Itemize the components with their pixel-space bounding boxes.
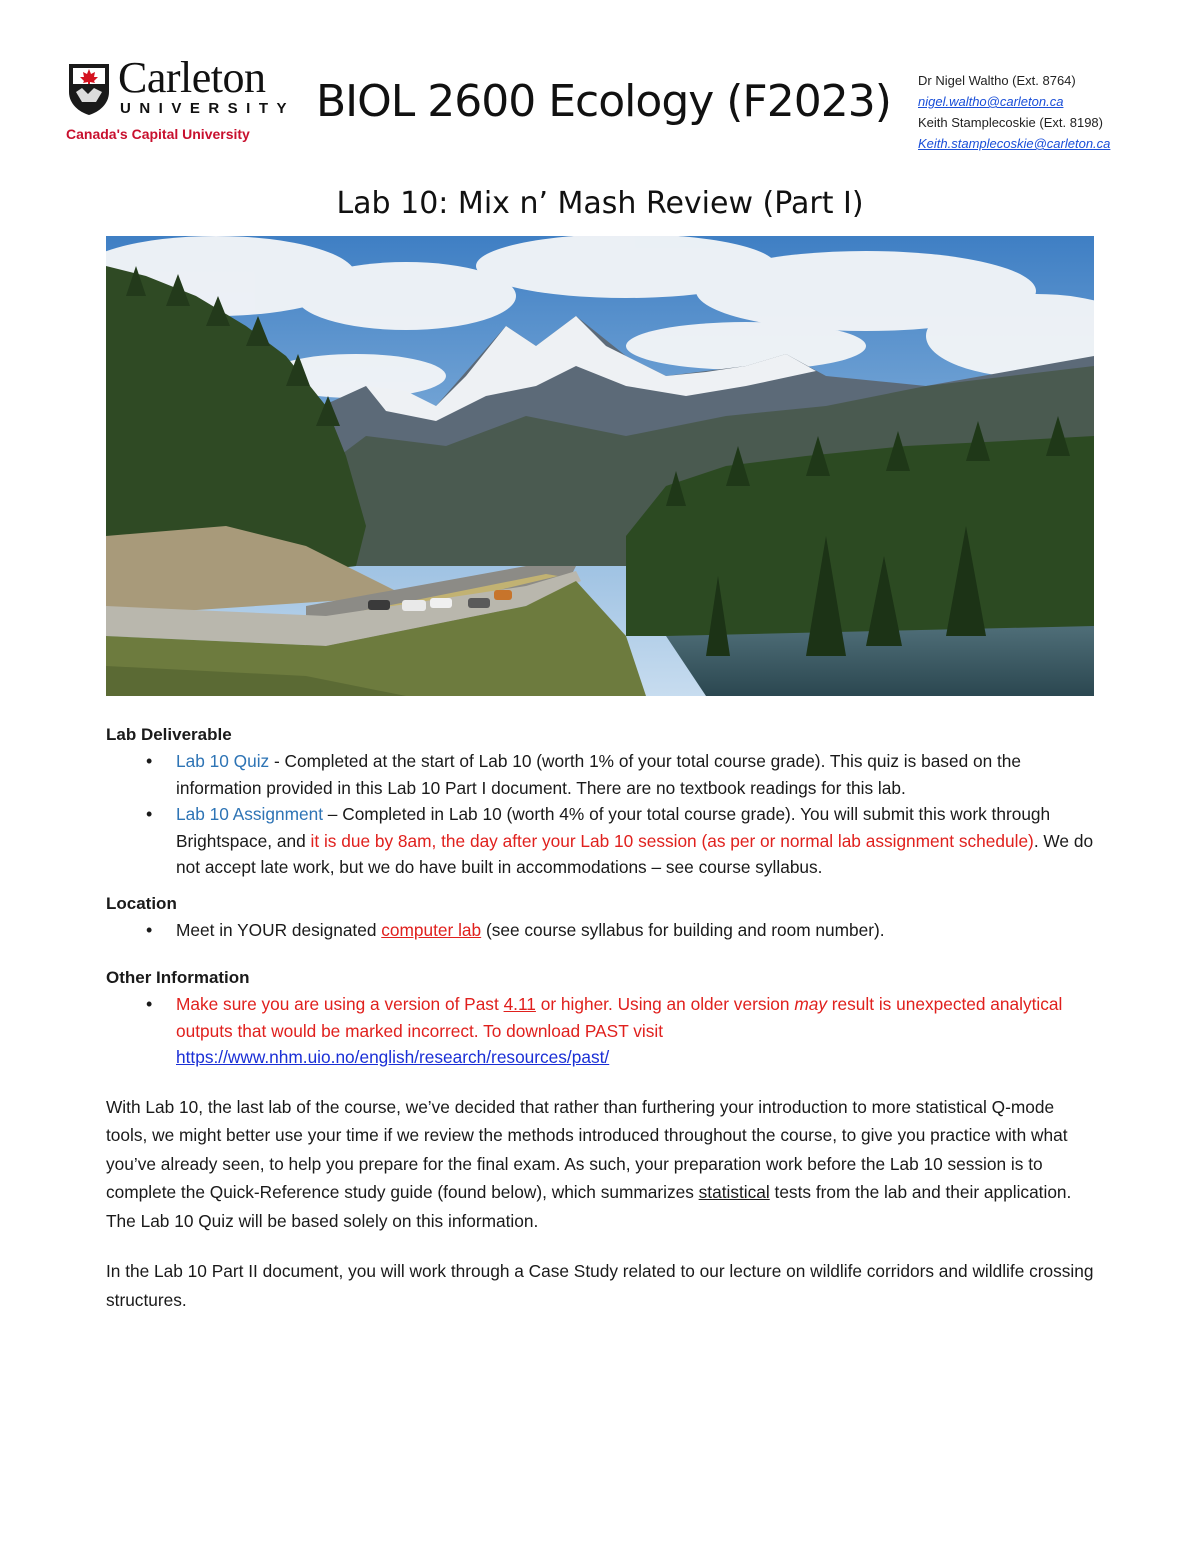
paragraph-intro bbox=[106, 1093, 1096, 1236]
paragraph-intro-a: With Lab 10, the last lab of the course, we’ve decided that rather than furthering your introduction to more statistical Q-mode tools, we might better use your time if we review the methods introduced throughout the course, to give you practice with what you’ve already seen, to help you prepare for the final exam. As such, your preparation work before the Lab 10 session is to complete the Quick-Reference study guide (found below), which summarizes bbox=[106, 1096, 1068, 1202]
location-item bbox=[176, 917, 1096, 944]
heading-other-information: Other Information bbox=[106, 968, 250, 987]
contact-email-2[interactable]: Keith.stamplecoskie@carleton.ca bbox=[918, 136, 1111, 151]
deliverable-item-assignment bbox=[176, 801, 1096, 881]
quiz-text: - Completed at the start of Lab 10 (worth 1% of your total course grade). This quiz is based on the information provided in this Lab 10 Part I document. There are no textbook readings for this lab. bbox=[176, 751, 1022, 798]
past-version: 4.11 bbox=[503, 994, 536, 1014]
crest-icon bbox=[66, 62, 112, 116]
heading-lab-deliverable: Lab Deliverable bbox=[106, 725, 232, 744]
contact-name-2: Keith Stamplecoskie (Ext. 8198) bbox=[918, 115, 1103, 130]
course-title: BIOL 2600 Ecology (F2023) bbox=[316, 76, 891, 127]
logo-wordmark: Carleton bbox=[118, 53, 266, 102]
deliverable-item-quiz bbox=[176, 748, 1096, 801]
contact-block bbox=[918, 70, 1110, 154]
past-warning-2: or higher. Using an older version bbox=[535, 994, 795, 1014]
past-warning-1: Make sure you are using a version of Past bbox=[176, 994, 504, 1014]
document-body bbox=[106, 722, 1096, 1314]
deliverable-list bbox=[106, 748, 1096, 881]
assignment-text-1: – Completed in Lab 10 (worth 4% of your total course grade). You will submit this work through Brightspace, and bbox=[176, 804, 1051, 851]
contact-email-1[interactable]: nigel.waltho@carleton.ca bbox=[918, 94, 1064, 109]
assignment-deadline: it is due by 8am, the day after your Lab 10 session (as per or normal lab assignment schedule) bbox=[310, 830, 1034, 851]
assignment-label: Lab 10 Assignment bbox=[176, 804, 323, 824]
quiz-label: Lab 10 Quiz bbox=[176, 751, 270, 771]
logo-tagline: Canada's Capital University bbox=[66, 126, 250, 142]
past-warning-may: may bbox=[794, 994, 827, 1014]
other-list bbox=[106, 991, 1096, 1071]
location-text-1: Meet in YOUR designated bbox=[176, 919, 382, 940]
paragraph-intro-underlined: statistical bbox=[698, 1182, 770, 1202]
paragraph-intro-b: tests from the lab and their application. The Lab 10 Quiz will be based solely on this information. bbox=[106, 1182, 1072, 1231]
computer-lab-link[interactable]: computer lab bbox=[381, 919, 482, 940]
paragraph-part-two: In the Lab 10 Part II document, you will work through a Case Study related to our lecture on wildlife corridors and wildlife crossing structures. bbox=[106, 1261, 1094, 1310]
mountain-highway-photo bbox=[106, 236, 1094, 696]
contact-name-1: Dr Nigel Waltho (Ext. 8764) bbox=[918, 73, 1076, 88]
location-list bbox=[106, 917, 1096, 944]
location-text-2: (see course syllabus for building and room number). bbox=[481, 919, 885, 940]
other-item bbox=[176, 991, 1096, 1071]
past-download-link[interactable]: https://www.nhm.uio.no/english/research/resources/past/ bbox=[176, 1047, 610, 1067]
carleton-logo bbox=[66, 53, 296, 146]
lab-title: Lab 10: Mix n’ Mash Review (Part I) bbox=[336, 186, 864, 221]
assignment-text-2: . We do not accept late work, but we do have built in accommodations – see course syllabus. bbox=[176, 830, 1094, 877]
logo-subtitle: UNIVERSITY bbox=[120, 100, 296, 117]
past-warning-3: result is unexpected analytical outputs that would be marked incorrect. To download PAST visit bbox=[176, 994, 1063, 1041]
heading-location: Location bbox=[106, 893, 177, 913]
